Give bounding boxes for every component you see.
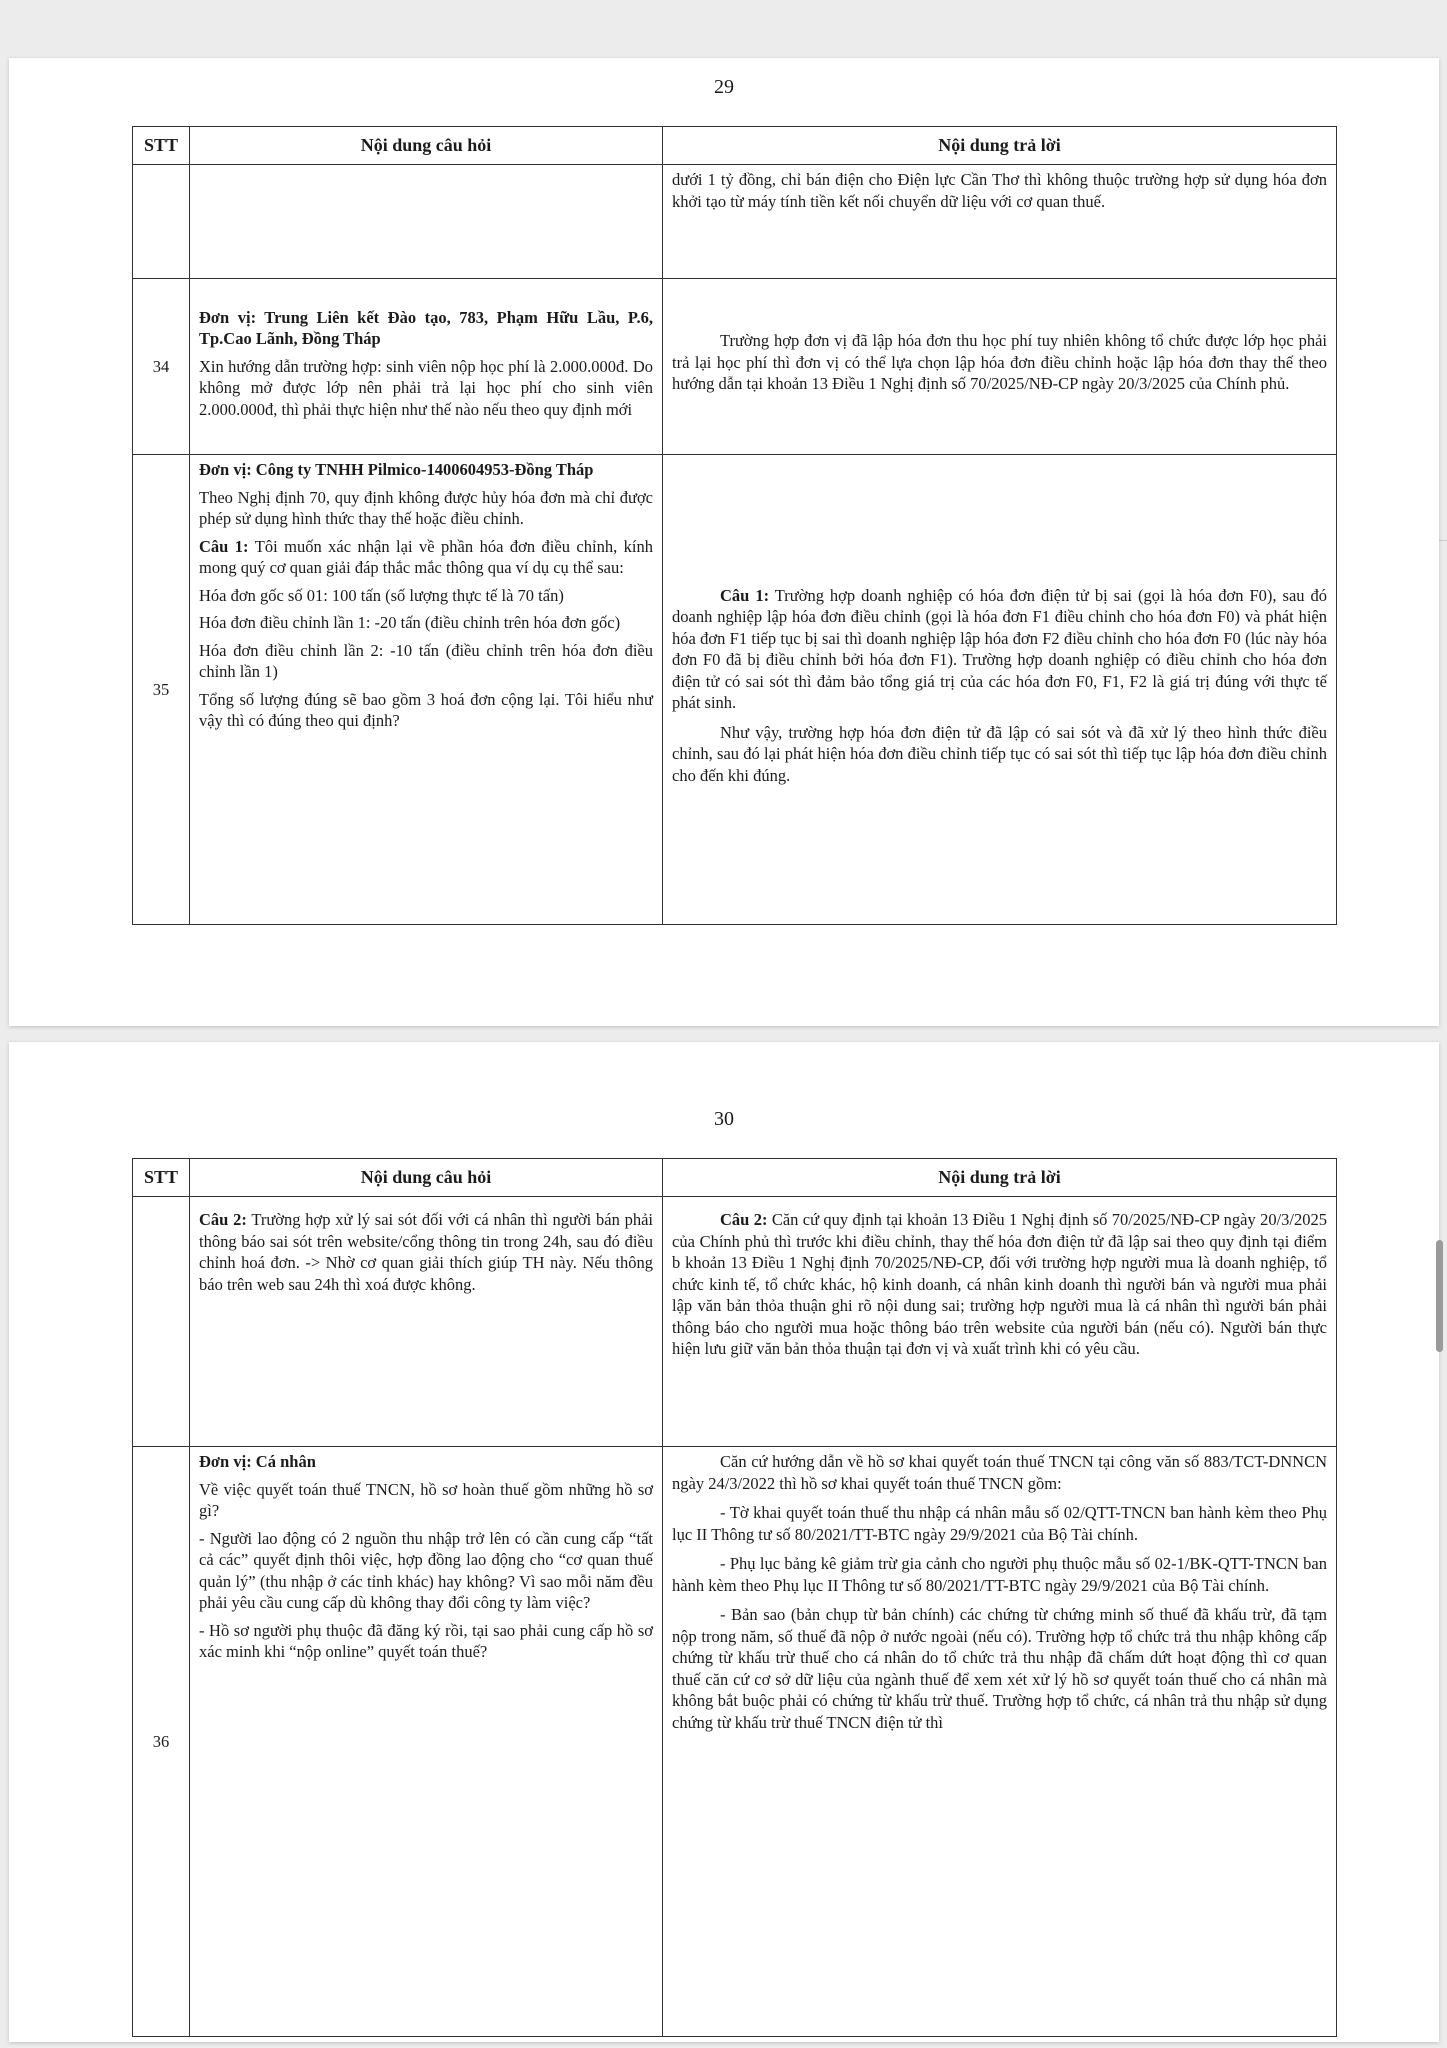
question-item: Tổng số lượng đúng sẽ bao gồm 3 hoá đơn cộng lại. Tôi hiểu như vậy thì có đúng theo qui định? <box>199 689 653 730</box>
question-paragraph <box>199 1209 653 1295</box>
row-stt: 36 <box>133 1447 190 2037</box>
unit-name: Đơn vị: Trung Liên kết Đào tạo, 783, Phạm Hữu Lầu, P.6, Tp.Cao Lãnh, Đồng Tháp <box>199 307 653 349</box>
unit-name: Đơn vị: Cá nhân <box>199 1452 316 1471</box>
question-paragraph: Về việc quyết toán thuế TNCN, hồ sơ hoàn thuế gồm những hồ sơ gì? <box>199 1479 653 1520</box>
answer-label-text: Trường hợp doanh nghiệp có hóa đơn điện tử bị sai (gọi là hóa đơn F0), sau đó doanh nghiệp lập hóa đơn điều chỉnh (gọi là hóa đơn F1 điều chỉnh cho hóa đơn F0) và phát hiện hóa đơn F1 tiếp tục bị sai thì doanh nghiệp lập hóa đơn F2 điều chỉnh cho hóa đơn F0 (lúc này hóa đơn F0 đã bị điều chỉnh bởi hóa đơn F1). Trường hợp doanh nghiệp có điều chỉnh cho hóa đơn điện tử có sai sót thì đảm bảo tổng giá trị của các hóa đơn F0, F1, F2 là giá trị đúng với thực tế phát sinh. <box>672 585 1328 713</box>
answer-paragraph: - Phụ lục bảng kê giảm trừ gia cảnh cho người phụ thuộc mẫu số 02-1/BK-QTT-TNCN ban hành kèm theo Phụ lục II Thông tư số 80/2021/TT-BTC ngày 29/9/2021 của Bộ Tài chính. <box>672 1554 1327 1595</box>
row-stt: 34 <box>133 279 190 455</box>
answer-paragraph: Như vậy, trường hợp hóa đơn điện tử đã lập có sai sót và đã xử lý theo hình thức điều chỉnh, sau đó lại phát hiện hóa đơn điều chỉnh tiếp tục có sai sót thì tiếp tục lập hóa đơn điều chỉnh cho đến khi đúng. <box>672 722 1327 785</box>
page-number: 29 <box>714 76 734 98</box>
row-question <box>190 165 663 279</box>
table-row <box>133 1197 1337 1447</box>
table-header-row <box>133 127 1337 165</box>
document-page-29 <box>9 58 1439 1026</box>
row-answer <box>663 1197 1337 1447</box>
answer-paragraph <box>672 585 1327 714</box>
answer-paragraph: - Bản sao (bản chụp từ bản chính) các chứng từ chứng minh số thuế đã khấu trừ, đã tạm nộp trong năm, số thuế đã nộp ở nước ngoài (nếu có). Trường hợp tổ chức trả thu nhập không cấp chứng từ khấu trừ thuế cho cá nhân do tổ chức trả thu nhập đã chấm dứt hoạt động thì cơ quan thuế căn cứ cơ sở dữ liệu của ngành thuế để xem xét xử lý hồ sơ quyết toán thuế cho cá nhân mà không bắt buộc phải có chứng từ khấu trừ thuế. Trường hợp tổ chức, cá nhân trả thu nhập sử dụng chứng từ khấu trừ thuế TNCN điện tử thì <box>672 1605 1327 1732</box>
row-answer <box>663 279 1337 455</box>
answer-label: Câu 1: <box>720 585 770 605</box>
question-label-text: Trường hợp xử lý sai sót đối với cá nhân thì người bán phải thông báo sai sót trên website/cổng thông tin trong 24h, sau đó điều chỉnh hoá đơn. -> Nhờ cơ quan giải thích giúp TH này. Nếu thông báo trên web sau 24h thì xoá được không. <box>199 1210 654 1294</box>
row-question <box>190 1197 663 1447</box>
row-question <box>190 455 663 925</box>
header-stt: STT <box>133 1159 190 1197</box>
qa-table <box>132 1158 1337 2037</box>
answer-paragraph: Căn cứ hướng dẫn về hồ sơ khai quyết toán thuế TNCN tại công văn số 883/TCT-DNNCN ngày 24/3/2022 thì hồ sơ khai quyết toán thuế TNCN gồm: <box>672 1452 1327 1493</box>
row-stt <box>133 1197 190 1447</box>
question-label-text: Tôi muốn xác nhận lại về phần hóa đơn điều chỉnh, kính mong quý cơ quan giải đáp thắc mắc thông qua ví dụ cụ thể sau: <box>199 536 654 577</box>
header-question: Nội dung câu hỏi <box>190 127 663 165</box>
answer-paragraph <box>672 1209 1327 1360</box>
row-stt <box>133 165 190 279</box>
table-row <box>133 1447 1337 2037</box>
table-row <box>133 165 1337 279</box>
question-label: Câu 1: <box>199 536 249 556</box>
question-paragraph: - Hồ sơ người phụ thuộc đã đăng ký rồi, tại sao phải cung cấp hồ sơ xác minh khi “nộp online” quyết toán thuế? <box>199 1620 653 1661</box>
header-stt: STT <box>133 127 190 165</box>
question-item: Hóa đơn điều chỉnh lần 1: -20 tấn (điều chỉnh trên hóa đơn gốc) <box>199 613 621 632</box>
header-answer: Nội dung trả lời <box>663 127 1337 165</box>
header-answer: Nội dung trả lời <box>663 1159 1337 1197</box>
question-item: Hóa đơn điều chỉnh lần 2: -10 tấn (điều chỉnh trên hóa đơn điều chỉnh lần 1) <box>199 640 653 681</box>
row-stt: 35 <box>133 455 190 925</box>
qa-table <box>132 126 1337 925</box>
table-header-row <box>133 1159 1337 1197</box>
answer-label: Câu 2: <box>720 1210 768 1229</box>
row-question <box>190 279 663 455</box>
question-paragraph: - Người lao động có 2 nguồn thu nhập trở lên có cần cung cấp “tất cả các” quyết định thôi việc, hợp đồng lao động cho “cơ quan thuế quản lý” (thu nhập ở các tỉnh khác) hay không? Vì sao mỗi năm đều phải yêu cầu cung cấp dù không thay đổi công ty làm việc? <box>199 1528 653 1612</box>
row-answer <box>663 165 1337 279</box>
table-row <box>133 455 1337 925</box>
table-row <box>133 279 1337 455</box>
question-paragraph <box>199 536 653 579</box>
row-answer <box>663 1447 1337 2037</box>
row-question <box>190 1447 663 2037</box>
question-label: Câu 2: <box>199 1210 247 1229</box>
answer-label-text: Căn cứ quy định tại khoản 13 Điều 1 Nghị định số 70/2025/NĐ-CP ngày 20/3/2025 của Chính phủ thì trước khi điều chỉnh, thay thế hóa đơn điện tử đã lập sai theo quy định tại điểm b khoản 13 Điều 1 Nghị định 70/2025/NĐ-CP, đối với trường hợp người mua là doanh nghiệp, tổ chức kinh tế, tổ chức khác, hộ kinh doanh, cá nhân kinh doanh thì người bán và người mua phải lập văn bản thỏa thuận ghi rõ nội dung sai; trường hợp người mua là cá nhân thì người bán phải thông báo cho người mua hoặc thông báo trên website của người bán (nếu có). Người bán thực hiện lưu giữ văn bản thỏa thuận tại đơn vị và xuất trình khi có yêu cầu. <box>672 1210 1328 1358</box>
unit-name: Đơn vị: Công ty TNHH Pilmico-1400604953-Đồng Tháp <box>199 460 594 479</box>
question-paragraph: Xin hướng dẫn trường hợp: sinh viên nộp học phí là 2.000.000đ. Do không mở được lớp nên phải trả lại học phí cho sinh viên 2.000.000đ, thì phải thực hiện như thế nào nếu theo quy định mới <box>199 356 653 419</box>
question-item: Hóa đơn gốc số 01: 100 tấn (số lượng thực tế là 70 tấn) <box>199 585 564 605</box>
row-answer <box>663 455 1337 925</box>
document-page-30 <box>9 1042 1439 2042</box>
header-question: Nội dung câu hỏi <box>190 1159 663 1197</box>
answer-paragraph: dưới 1 tỷ đồng, chỉ bán điện cho Điện lực Cần Thơ thì không thuộc trường hợp sử dụng hóa đơn khởi tạo từ máy tính tiền kết nối chuyển dữ liệu với cơ quan thuế. <box>672 170 1327 211</box>
page-number: 30 <box>714 1108 734 1130</box>
scrollbar-thumb[interactable] <box>1436 1240 1443 1352</box>
question-paragraph: Theo Nghị định 70, quy định không được hủy hóa đơn mà chỉ được phép sử dụng hình thức thay thế hoặc điều chỉnh. <box>199 487 653 528</box>
answer-paragraph: - Tờ khai quyết toán thuế thu nhập cá nhân mẫu số 02/QTT-TNCN ban hành kèm theo Phụ lục II Thông tư số 80/2021/TT-BTC ngày 29/9/2021 của Bộ Tài chính. <box>672 1503 1327 1544</box>
answer-paragraph: Trường hợp đơn vị đã lập hóa đơn thu học phí tuy nhiên không tổ chức được lớp học phải trả lại học phí thì đơn vị có thể lựa chọn lập hóa đơn điều chỉnh hoặc lập hóa đơn thay thế theo hướng dẫn tại khoản 13 Điều 1 Nghị định số 70/2025/NĐ-CP ngày 20/3/2025 của Chính phủ. <box>672 331 1327 394</box>
